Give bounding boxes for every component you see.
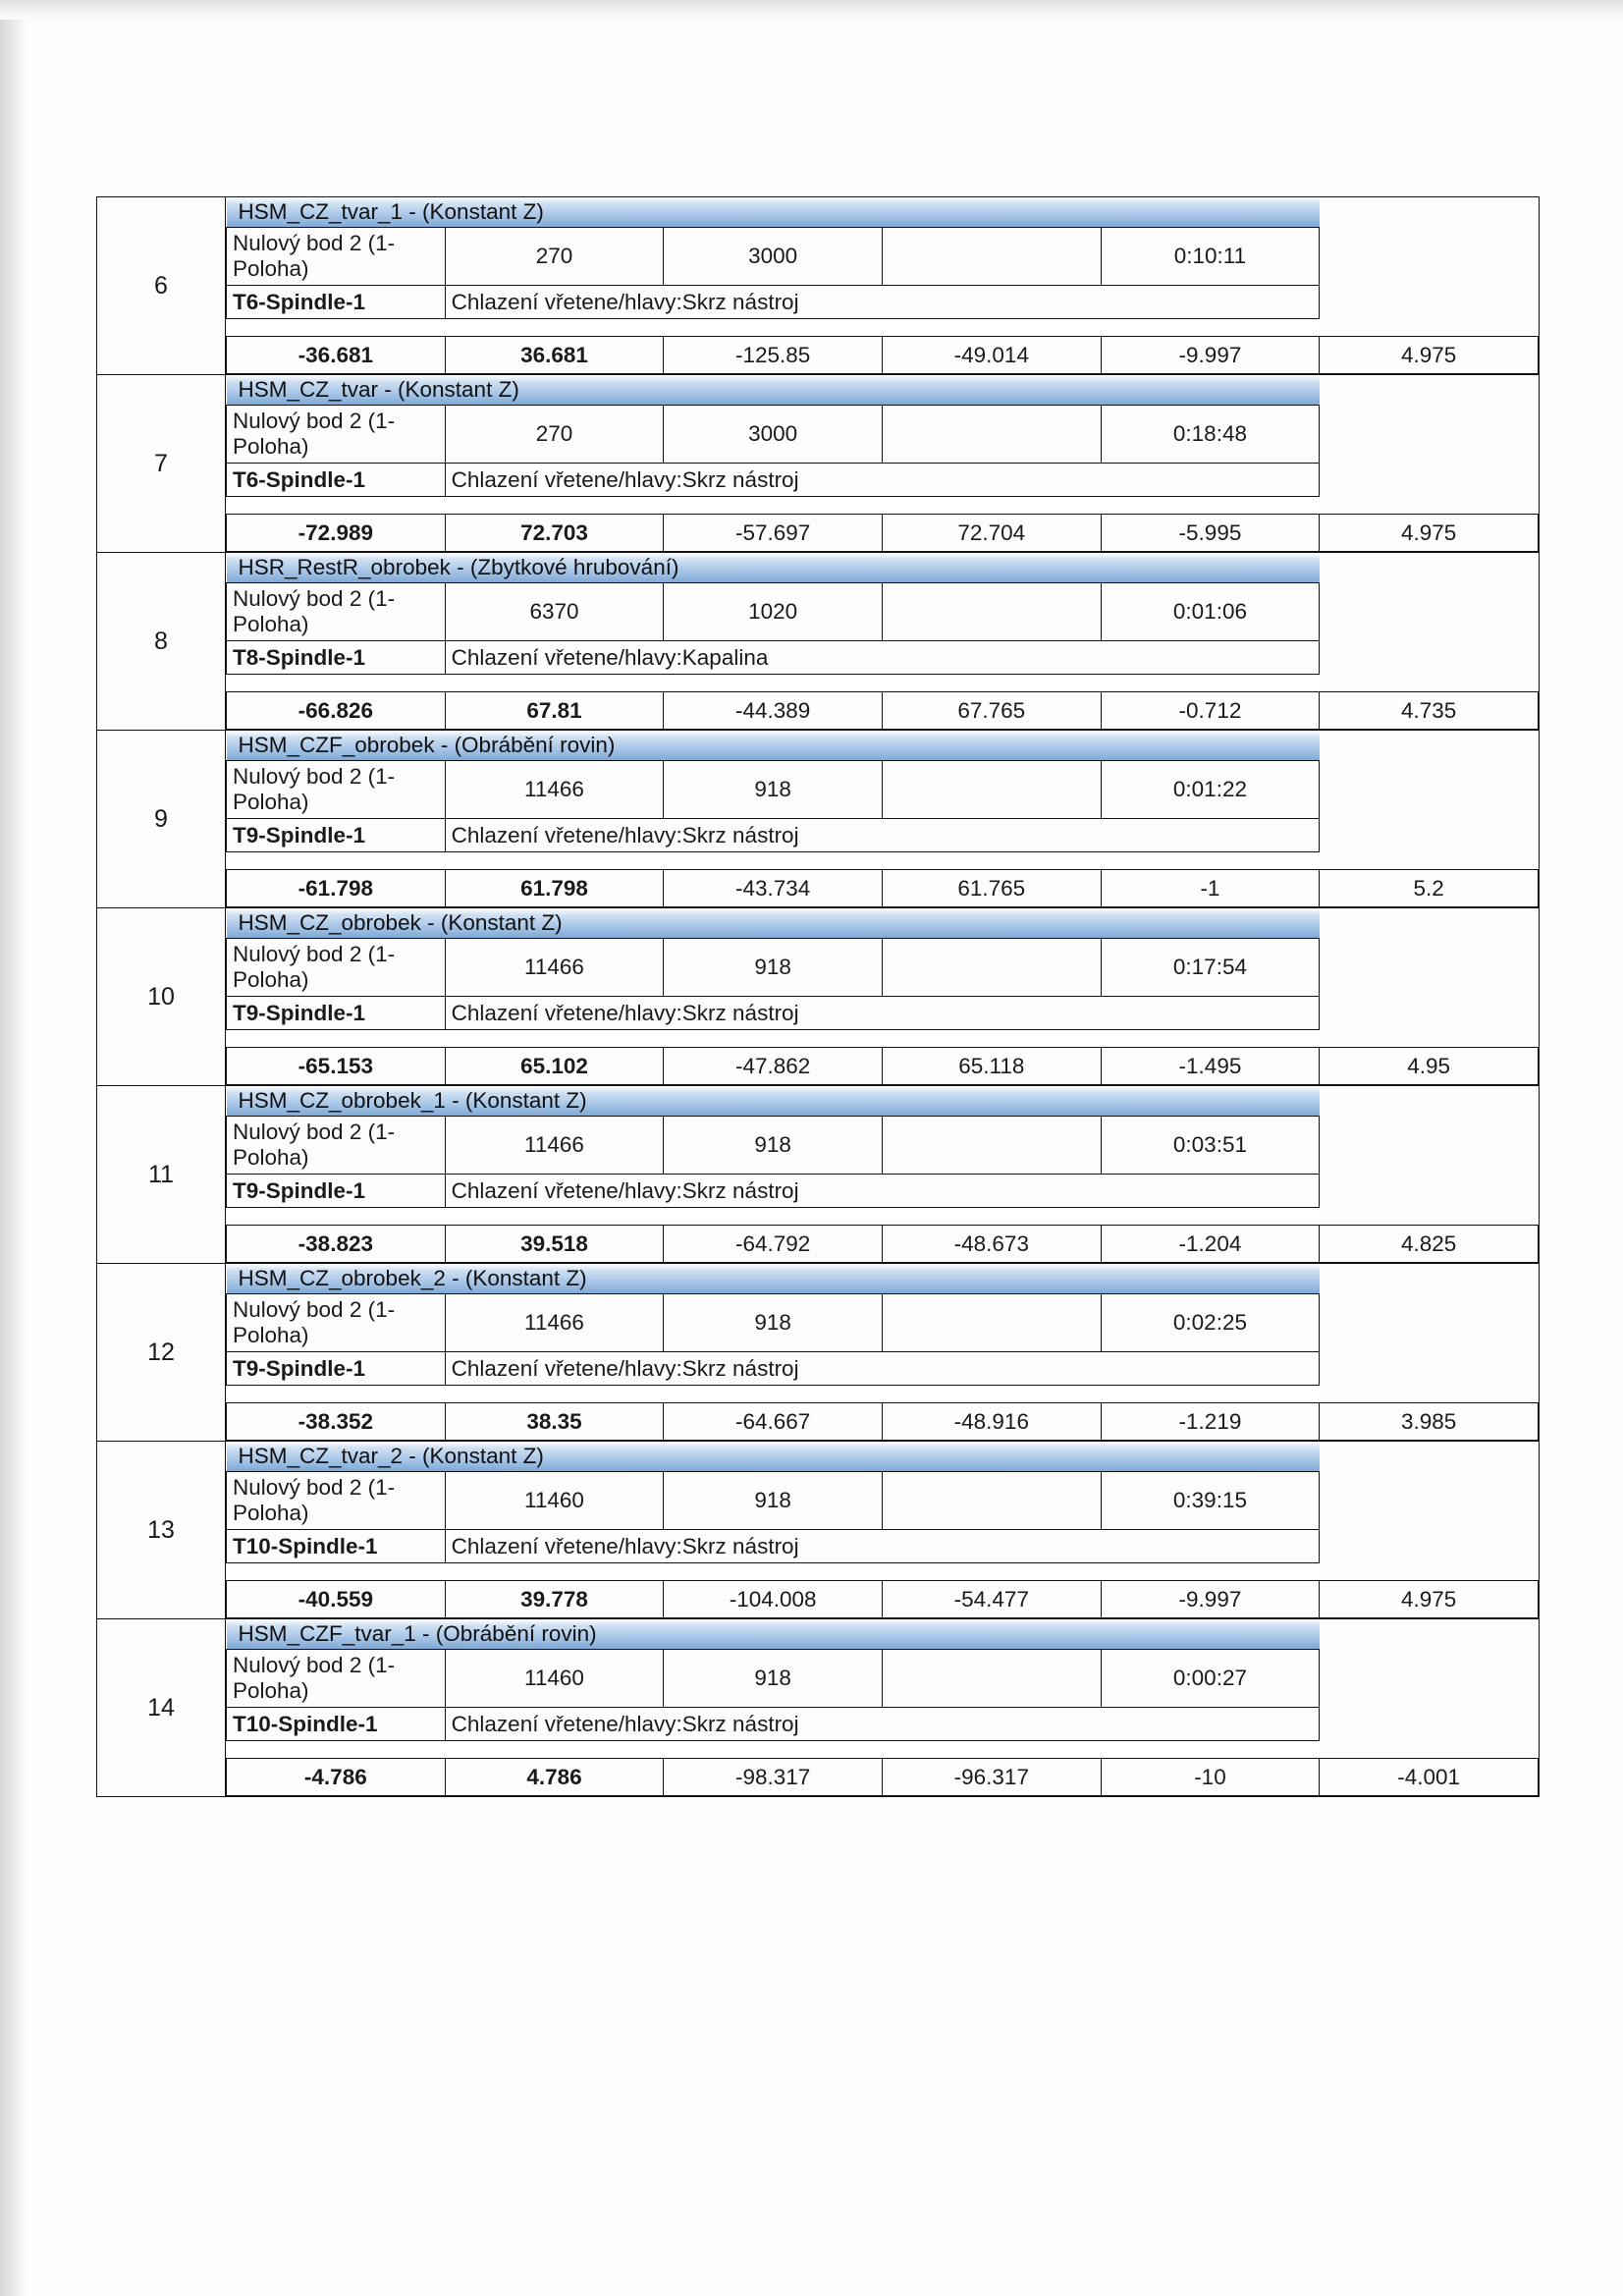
zero-point-row — [227, 761, 1539, 819]
stat-z-min: -0.712 — [1101, 692, 1320, 730]
stat-z-max: 5.2 — [1320, 870, 1539, 907]
table-row — [97, 1086, 1540, 1264]
operation-detail-table — [226, 1619, 1539, 1796]
tool-name: T10-Spindle-1 — [227, 1708, 446, 1741]
stat-x-max: 61.798 — [445, 870, 664, 907]
value-b: 918 — [664, 1472, 883, 1530]
stat-x-min: -66.826 — [227, 692, 446, 730]
stat-z-min: -10 — [1101, 1759, 1320, 1796]
stat-y-max: 67.765 — [882, 692, 1101, 730]
value-b: 1020 — [664, 583, 883, 641]
table-row — [97, 731, 1540, 908]
value-b: 918 — [664, 1294, 883, 1352]
stat-z-max: -4.001 — [1320, 1759, 1539, 1796]
row-index: 10 — [97, 908, 226, 1086]
tool-row — [227, 1708, 1539, 1741]
operation-block — [226, 908, 1540, 1086]
operation-name: HSM_CZF_tvar_1 - (Obrábění rovin) — [227, 1619, 1320, 1649]
spacer-row — [227, 319, 1539, 337]
operation-name: HSM_CZ_tvar_2 - (Konstant Z) — [227, 1442, 1320, 1471]
table-row — [97, 1619, 1540, 1797]
stat-x-max: 67.81 — [445, 692, 664, 730]
tool-name: T9-Spindle-1 — [227, 997, 446, 1030]
stat-x-min: -36.681 — [227, 337, 446, 374]
stat-z-min: -9.997 — [1101, 337, 1320, 374]
stat-y-min: -98.317 — [664, 1759, 883, 1796]
value-a: 11460 — [445, 1472, 664, 1530]
stat-y-max: 72.704 — [882, 515, 1101, 552]
operation-block — [226, 197, 1540, 375]
zero-point-label: Nulový bod 2 (1- Poloha) — [227, 939, 446, 997]
machining-time: 0:39:15 — [1101, 1472, 1320, 1530]
operation-header-row — [227, 1442, 1539, 1472]
tool-name: T9-Spindle-1 — [227, 819, 446, 852]
tool-name: T8-Spindle-1 — [227, 641, 446, 675]
operations-table-wrapper — [96, 196, 1540, 1797]
zero-point-label: Nulový bod 2 (1- Poloha) — [227, 761, 446, 819]
zero-point-label: Nulový bod 2 (1- Poloha) — [227, 1117, 446, 1175]
stat-x-max: 39.518 — [445, 1226, 664, 1263]
row-index: 6 — [97, 197, 226, 375]
spacer-row — [227, 1563, 1539, 1581]
stat-y-max: -48.916 — [882, 1403, 1101, 1441]
operation-header-row — [227, 1086, 1539, 1117]
value-b: 918 — [664, 1117, 883, 1175]
value-b: 3000 — [664, 228, 883, 286]
tool-row — [227, 819, 1539, 852]
tool-name: T6-Spindle-1 — [227, 464, 446, 497]
coolant-info: Chlazení vřetene/hlavy:Skrz nástroj — [445, 286, 1320, 319]
scan-edge-top — [0, 0, 1623, 20]
table-row — [97, 197, 1540, 375]
stat-z-max: 4.735 — [1320, 692, 1539, 730]
table-row — [97, 1264, 1540, 1442]
operation-header-row — [227, 197, 1539, 228]
stat-y-min: -64.667 — [664, 1403, 883, 1441]
stats-row — [227, 337, 1539, 374]
stat-y-min: -57.697 — [664, 515, 883, 552]
value-b: 918 — [664, 1650, 883, 1708]
stats-row — [227, 1048, 1539, 1085]
value-b: 918 — [664, 761, 883, 819]
table-row — [97, 375, 1540, 553]
coolant-info: Chlazení vřetene/hlavy:Skrz nástroj — [445, 1530, 1320, 1563]
coolant-info: Chlazení vřetene/hlavy:Skrz nástroj — [445, 819, 1320, 852]
stat-y-min: -64.792 — [664, 1226, 883, 1263]
row-index: 8 — [97, 553, 226, 731]
machining-time: 0:02:25 — [1101, 1294, 1320, 1352]
stats-row — [227, 1759, 1539, 1796]
stat-x-max: 39.778 — [445, 1581, 664, 1618]
table-row — [97, 908, 1540, 1086]
stats-row — [227, 870, 1539, 907]
row-index: 14 — [97, 1619, 226, 1797]
stat-z-min: -1.495 — [1101, 1048, 1320, 1085]
zero-point-label: Nulový bod 2 (1- Poloha) — [227, 228, 446, 286]
operation-name: HSM_CZ_tvar - (Konstant Z) — [227, 375, 1320, 405]
tool-row — [227, 1175, 1539, 1208]
stat-x-max: 72.703 — [445, 515, 664, 552]
spacer-row — [227, 1741, 1539, 1759]
stat-z-min: -9.997 — [1101, 1581, 1320, 1618]
stat-z-min: -5.995 — [1101, 515, 1320, 552]
operation-detail-table — [226, 1086, 1539, 1263]
value-c — [882, 228, 1101, 286]
value-a: 11466 — [445, 1117, 664, 1175]
value-c — [882, 1650, 1101, 1708]
tool-row — [227, 997, 1539, 1030]
zero-point-row — [227, 1650, 1539, 1708]
zero-point-row — [227, 1294, 1539, 1352]
row-index: 9 — [97, 731, 226, 908]
scan-edge-left — [0, 0, 27, 2296]
coolant-info: Chlazení vřetene/hlavy:Skrz nástroj — [445, 464, 1320, 497]
zero-point-label: Nulový bod 2 (1- Poloha) — [227, 1294, 446, 1352]
stat-y-min: -44.389 — [664, 692, 883, 730]
stat-x-max: 38.35 — [445, 1403, 664, 1441]
value-c — [882, 1472, 1101, 1530]
stat-z-max: 3.985 — [1320, 1403, 1539, 1441]
stats-row — [227, 1403, 1539, 1441]
spacer-row — [227, 1030, 1539, 1048]
operation-detail-table — [226, 908, 1539, 1085]
table-row — [97, 1442, 1540, 1619]
tool-name: T10-Spindle-1 — [227, 1530, 446, 1563]
stat-x-max: 65.102 — [445, 1048, 664, 1085]
stat-x-min: -38.352 — [227, 1403, 446, 1441]
value-b: 918 — [664, 939, 883, 997]
value-c — [882, 583, 1101, 641]
value-c — [882, 939, 1101, 997]
operation-name: HSM_CZ_tvar_1 - (Konstant Z) — [227, 197, 1320, 227]
stat-z-max: 4.975 — [1320, 337, 1539, 374]
machining-time: 0:17:54 — [1101, 939, 1320, 997]
value-a: 11466 — [445, 1294, 664, 1352]
stat-x-min: -4.786 — [227, 1759, 446, 1796]
zero-point-label: Nulový bod 2 (1- Poloha) — [227, 1650, 446, 1708]
spacer-row — [227, 675, 1539, 692]
value-a: 270 — [445, 228, 664, 286]
stat-y-max: -96.317 — [882, 1759, 1101, 1796]
operation-block — [226, 553, 1540, 731]
spacer-row — [227, 852, 1539, 870]
machining-time: 0:18:48 — [1101, 406, 1320, 464]
stat-y-min: -104.008 — [664, 1581, 883, 1618]
zero-point-label: Nulový bod 2 (1- Poloha) — [227, 1472, 446, 1530]
operation-detail-table — [226, 553, 1539, 730]
spacer-row — [227, 497, 1539, 515]
stat-z-max: 4.825 — [1320, 1226, 1539, 1263]
stat-z-min: -1.204 — [1101, 1226, 1320, 1263]
stat-y-max: 61.765 — [882, 870, 1101, 907]
operation-block — [226, 731, 1540, 908]
operation-block — [226, 375, 1540, 553]
value-a: 270 — [445, 406, 664, 464]
tool-row — [227, 464, 1539, 497]
row-index: 12 — [97, 1264, 226, 1442]
stat-y-max: -48.673 — [882, 1226, 1101, 1263]
row-index: 7 — [97, 375, 226, 553]
operations-table — [96, 196, 1540, 1797]
tool-row — [227, 1352, 1539, 1386]
zero-point-row — [227, 583, 1539, 641]
operation-header-row — [227, 1264, 1539, 1294]
tool-name: T9-Spindle-1 — [227, 1175, 446, 1208]
stat-y-min: -47.862 — [664, 1048, 883, 1085]
value-c — [882, 1117, 1101, 1175]
value-c — [882, 1294, 1101, 1352]
stat-x-min: -38.823 — [227, 1226, 446, 1263]
operation-header-row — [227, 908, 1539, 939]
coolant-info: Chlazení vřetene/hlavy:Skrz nástroj — [445, 1708, 1320, 1741]
operation-name: HSM_CZ_obrobek_2 - (Konstant Z) — [227, 1264, 1320, 1293]
zero-point-row — [227, 939, 1539, 997]
stat-y-max: 65.118 — [882, 1048, 1101, 1085]
operation-header-row — [227, 731, 1539, 761]
zero-point-row — [227, 1472, 1539, 1530]
coolant-info: Chlazení vřetene/hlavy:Skrz nástroj — [445, 997, 1320, 1030]
operation-name: HSR_RestR_obrobek - (Zbytkové hrubování) — [227, 553, 1320, 582]
operation-detail-table — [226, 375, 1539, 552]
stat-z-min: -1.219 — [1101, 1403, 1320, 1441]
stat-z-min: -1 — [1101, 870, 1320, 907]
row-index: 11 — [97, 1086, 226, 1264]
coolant-info: Chlazení vřetene/hlavy:Skrz nástroj — [445, 1352, 1320, 1386]
stat-y-max: -49.014 — [882, 337, 1101, 374]
machining-time: 0:01:22 — [1101, 761, 1320, 819]
stat-y-min: -43.734 — [664, 870, 883, 907]
stat-z-max: 4.975 — [1320, 515, 1539, 552]
value-c — [882, 761, 1101, 819]
operation-name: HSM_CZ_obrobek - (Konstant Z) — [227, 908, 1320, 938]
tool-name: T6-Spindle-1 — [227, 286, 446, 319]
value-b: 3000 — [664, 406, 883, 464]
machining-time: 0:00:27 — [1101, 1650, 1320, 1708]
value-c — [882, 406, 1101, 464]
operation-block — [226, 1442, 1540, 1619]
stats-row — [227, 692, 1539, 730]
stat-x-min: -40.559 — [227, 1581, 446, 1618]
tool-row — [227, 1530, 1539, 1563]
operation-block — [226, 1086, 1540, 1264]
zero-point-label: Nulový bod 2 (1- Poloha) — [227, 406, 446, 464]
operation-block — [226, 1619, 1540, 1797]
machining-time: 0:10:11 — [1101, 228, 1320, 286]
stat-y-min: -125.85 — [664, 337, 883, 374]
zero-point-row — [227, 406, 1539, 464]
machining-time: 0:03:51 — [1101, 1117, 1320, 1175]
operation-detail-table — [226, 1442, 1539, 1618]
stat-x-max: 4.786 — [445, 1759, 664, 1796]
stat-z-max: 4.975 — [1320, 1581, 1539, 1618]
operation-detail-table — [226, 731, 1539, 907]
operation-header-row — [227, 1619, 1539, 1650]
tool-name: T9-Spindle-1 — [227, 1352, 446, 1386]
stat-z-max: 4.95 — [1320, 1048, 1539, 1085]
value-a: 6370 — [445, 583, 664, 641]
stats-row — [227, 1226, 1539, 1263]
operation-block — [226, 1264, 1540, 1442]
stat-x-min: -65.153 — [227, 1048, 446, 1085]
spacer-row — [227, 1208, 1539, 1226]
operation-header-row — [227, 375, 1539, 406]
table-row — [97, 553, 1540, 731]
value-a: 11466 — [445, 939, 664, 997]
value-a: 11466 — [445, 761, 664, 819]
zero-point-row — [227, 228, 1539, 286]
stat-y-max: -54.477 — [882, 1581, 1101, 1618]
stat-x-min: -61.798 — [227, 870, 446, 907]
stat-x-min: -72.989 — [227, 515, 446, 552]
stat-x-max: 36.681 — [445, 337, 664, 374]
machining-time: 0:01:06 — [1101, 583, 1320, 641]
operation-name: HSM_CZF_obrobek - (Obrábění rovin) — [227, 731, 1320, 760]
coolant-info: Chlazení vřetene/hlavy:Skrz nástroj — [445, 1175, 1320, 1208]
spacer-row — [227, 1386, 1539, 1403]
zero-point-label: Nulový bod 2 (1- Poloha) — [227, 583, 446, 641]
operation-detail-table — [226, 1264, 1539, 1441]
operation-detail-table — [226, 197, 1539, 374]
value-a: 11460 — [445, 1650, 664, 1708]
operation-header-row — [227, 553, 1539, 583]
stats-row — [227, 515, 1539, 552]
row-index: 13 — [97, 1442, 226, 1619]
tool-row — [227, 641, 1539, 675]
coolant-info: Chlazení vřetene/hlavy:Kapalina — [445, 641, 1320, 675]
operation-name: HSM_CZ_obrobek_1 - (Konstant Z) — [227, 1086, 1320, 1116]
tool-row — [227, 286, 1539, 319]
zero-point-row — [227, 1117, 1539, 1175]
stats-row — [227, 1581, 1539, 1618]
